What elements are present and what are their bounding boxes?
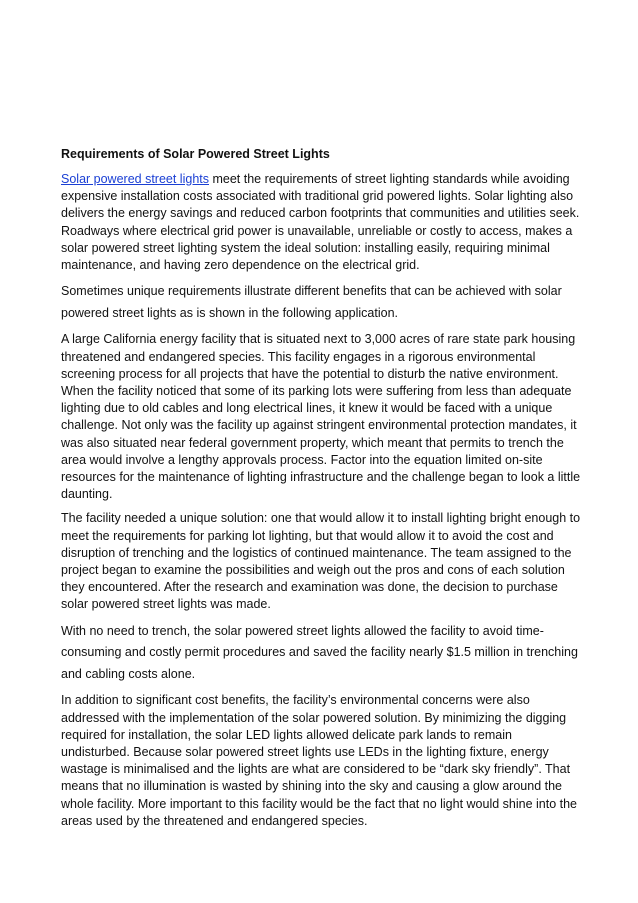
paragraph-environment: In addition to significant cost benefits, the facility’s environmental concerns were also addressed with the implementation of the solar powered solution. By minimizing the digging required for installation, the solar LED lights allowed delicate park lands to remain undisturbed. Because solar powered street lights use LEDs in the lighting fixture, energy wastage is minimalised and the lights are what are considered to be “dark sky friendly”. That means that no illumination is wasted by shining into the sky and causing a glow around the whole facility. More important to this facility would be the fact that no light would shine into the areas used by the threatened and endangered species. <box>61 693 578 828</box>
document-title: Requirements of Solar Powered Street Lights <box>61 147 330 161</box>
paragraph-intro <box>61 171 581 274</box>
paragraph-savings: With no need to trench, the solar powered street lights allowed the facility to avoid time-consuming and costly permit procedures and saved the facility nearly $1.5 million in trenching and cabling costs alone. <box>61 623 578 681</box>
paragraph-benefits: Sometimes unique requirements illustrate different benefits that can be achieved with solar powered street lights as is shown in the following application. <box>61 284 562 320</box>
paragraph-solution: The facility needed a unique solution: one that would allow it to install lighting bright enough to meet the requirements for parking lot lighting, but that would allow it to avoid the cost and disruption of trenching and the logistics of continued maintenance. The team assigned to the project began to examine the possibilities and weigh out the pros and cons of each solution they encountered. After the research and examination was done, the decision to purchase solar powered street lights was made. <box>61 511 581 612</box>
document-body <box>61 146 581 837</box>
paragraph-facility: A large California energy facility that is situated next to 3,000 acres of rare state park housing threatened and endangered species. This facility engages in a rigorous environmental screening process for all projects that have the potential to disturb the native environment. When the facility noticed that some of its parking lots were suffering from less than adequate lighting due to old cables and long electrical lines, it knew it would be faced with a unique challenge. Not only was the facility up against stringent environmental protection mandates, it was also situated near federal government property, which meant that permits to trench the area would involve a lengthy approvals process. Factor into the equation limited on-site resources for the maintenance of lighting infrastructure and the challenge began to look a little daunting. <box>61 332 581 502</box>
paragraph-intro-text: meet the requirements of street lighting standards while avoiding expensive installation costs associated with traditional grid powered lights. Solar lighting also delivers the energy savings and reduced carbon footprints that communities and utilities seek. Roadways where electrical grid power is unavailable, unreliable or costly to access, makes a solar powered street lighting system the ideal solution: installing easily, requiring minimal maintenance, and having zero dependence on the electrical grid. <box>61 172 580 273</box>
solar-street-lights-link[interactable]: Solar powered street lights <box>61 172 209 186</box>
